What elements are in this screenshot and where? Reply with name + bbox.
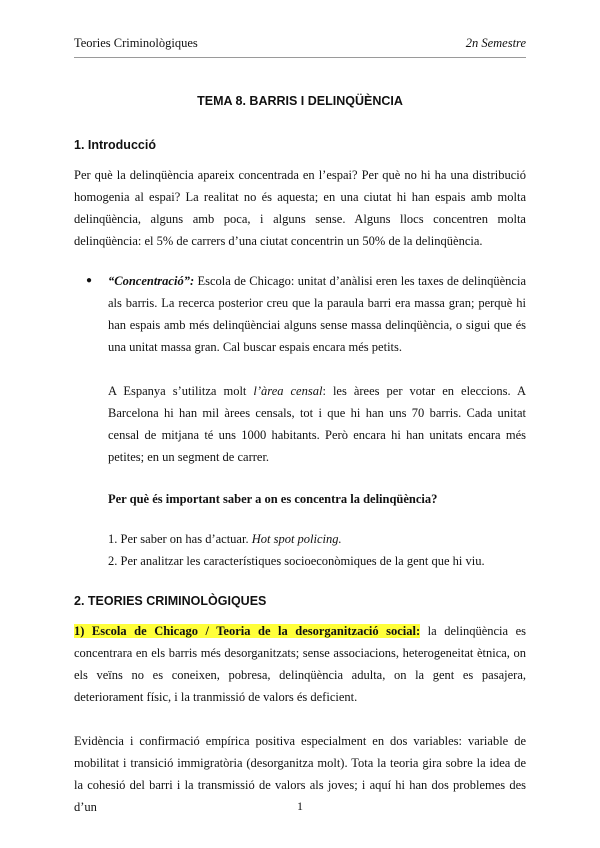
answer-one	[108, 528, 526, 550]
answer-one-text: 1. Per saber on has d’actuar.	[108, 532, 252, 546]
chicago-school-paragraph	[74, 620, 526, 708]
concentration-paragraph	[108, 270, 526, 358]
census-term: l’àrea censal	[253, 384, 323, 398]
chicago-school-highlight: 1) Escola de Chicago / Teoria de la desorganització social:	[74, 624, 421, 638]
evidence-paragraph: Evidència i confirmació empírica positiva especialment en dos variables: variable de mobilitat i transició immigratòria (desorganitza molt). Tota la teoria gira sobre la idea de la cohesió del barri i la transmissió de valors als joves; i aquí hi han dos problemes des d’un	[74, 734, 526, 814]
page-header	[74, 36, 526, 52]
document-body	[74, 94, 526, 818]
census-area-paragraph	[108, 380, 526, 468]
header-divider	[74, 57, 526, 58]
section-heading-theories: 2. TEORIES CRIMINOLÒGIQUES	[74, 594, 267, 608]
section-heading-introduction: 1. Introducció	[74, 138, 156, 152]
concentration-text: Escola de Chicago: unitat d’anàlisi eren les taxes de delinqüència als barris. La recerca posterior creu que la paraula barri era massa gran; perquè hi han espais amb més delinqüènciai alguns sense massa delinqüència, o sigui que és una unitat massa gran. Cal buscar espais encara més petits.	[108, 274, 526, 354]
concentration-term: “Concentració”:	[108, 274, 195, 288]
chicago-school-text: la delinqüència es concentrara en els barris més desorganitzats; sense associacions, heterogeneitat ètnica, on els veïns no es coneixen, pobresa, delinqüència adulta, on la gent es pasajera, deteriorament físic, i la tranmissió de valors és deficient.	[74, 624, 526, 704]
census-text-end: : les àrees per votar en eleccions. A Barcelona hi han mil àrees censals, tot i que hi han uns 70 barris. Cada unitat censal de mitjana té uns 1000 habitants. Però encara hi han unitats encara més petites; en un segment de carrer.	[108, 384, 526, 464]
page-number: 1	[297, 799, 303, 813]
bullet-icon: ●	[86, 275, 93, 286]
hot-spot-term: Hot spot policing.	[251, 532, 342, 546]
key-question: Per què és important saber a on es concentra la delinqüència?	[108, 492, 438, 506]
document-title: TEMA 8. BARRIS I DELINQÜÈNCIA	[197, 94, 403, 108]
answer-two: 2. Per analitzar les característiques socioeconòmiques de la gent que hi viu.	[108, 554, 485, 568]
intro-paragraph: Per què la delinqüència apareix concentrada en l’espai? Per què no hi ha una distribució homogenia al espai? La realitat no és aquesta; en una ciutat hi han espais amb molta delinqüència, alguns amb poca, i alguns sense. Alguns llocs concentren molta delinqüència: el 5% de carrers d’una ciutat concentrin un 50% de la delinqüència.	[74, 168, 526, 248]
course-name: Teories Criminològiques	[74, 36, 198, 50]
census-text-start: A Espanya s’utilitza molt	[108, 384, 254, 398]
semester-label: 2n Semestre	[465, 36, 526, 50]
bullet-list-item	[74, 270, 526, 572]
